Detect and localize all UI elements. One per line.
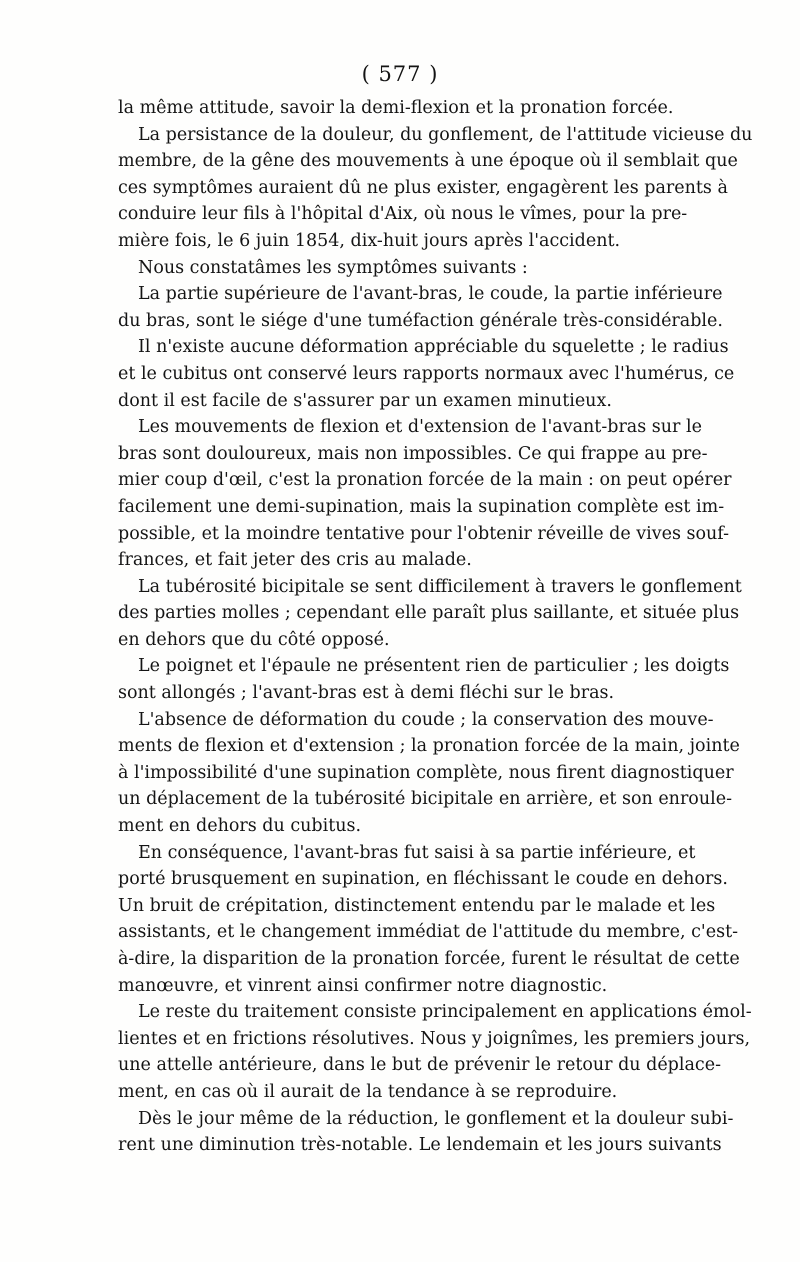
text-line: à l'impossibilité d'une supination complète, nous firent diagnostiquer (118, 762, 734, 783)
text-line: mière fois, le 6 juin 1854, dix-huit jours après l'accident. (118, 230, 621, 251)
text-line: L'absence de déformation du coude ; la conservation des mouve- (138, 709, 714, 730)
text-line: Les mouvements de flexion et d'extension de l'avant-bras sur le (138, 417, 702, 438)
text-line: membre, de la gêne des mouvements à une époque où il semblait que (118, 151, 738, 172)
paragraph (118, 840, 740, 1000)
text-line: conduire leur fils à l'hôpital d'Aix, où nous le vîmes, pour la pre- (118, 204, 688, 225)
text-line: des parties molles ; cependant elle paraît plus saillante, et située plus (118, 603, 740, 624)
paragraph (118, 653, 730, 706)
text-line: Nous constatâmes les symptômes suivants : (138, 257, 528, 278)
text-line: ments de flexion et d'extension ; la pronation forcée de la main, jointe (118, 736, 740, 757)
text-line: ces symptômes auraient dû ne plus exister, engagèrent les parents à (118, 177, 728, 198)
text-line: ment, en cas où il aurait de la tendance à se reproduire. (118, 1081, 618, 1102)
paragraph (118, 281, 723, 334)
text-line: en dehors que du côté opposé. (118, 629, 390, 650)
text-line: ment en dehors du cubitus. (118, 816, 362, 837)
text-line: frances, et fait jeter des cris au malade. (118, 550, 472, 571)
text-line: la même attitude, savoir la demi-flexion et la pronation forcée. (118, 98, 674, 118)
text-line: rent une diminution très-notable. Le lendemain et les jours suivants (118, 1135, 722, 1156)
paragraph (118, 574, 742, 654)
page-number: ( 577 ) (361, 62, 439, 86)
paragraph (118, 414, 732, 574)
text-line: lientes et en frictions résolutives. Nous y joignîmes, les premiers jours, (118, 1028, 751, 1049)
text-line: La persistance de la douleur, du gonflement, de l'attitude vicieuse du (138, 124, 753, 145)
text-line: manœuvre, et vinrent ainsi confirmer notre diagnostic. (118, 975, 608, 996)
text-line: porté brusquement en supination, en fléchissant le coude en dehors. (118, 869, 728, 890)
text-line: Le reste du traitement consiste principalement en applications émol- (138, 1002, 752, 1023)
text-line: facilement une demi-supination, mais la supination complète est im- (118, 496, 725, 517)
paragraph (118, 95, 684, 122)
text-line: possible, et la moindre tentative pour l'obtenir réveille de vives souf- (118, 523, 730, 544)
text-line: Le poignet et l'épaule ne présentent rien de particulier ; les doigts (138, 656, 730, 677)
text-line: du bras, sont le siége d'une tuméfaction générale très-considérable. (118, 310, 723, 331)
text-line: assistants, et le changement immédiat de l'attitude du membre, c'est- (118, 922, 739, 943)
text-line: à-dire, la disparition de la pronation forcée, furent le résultat de cette (118, 949, 740, 969)
paragraph (118, 707, 740, 840)
text-line: dont il est facile de s'assurer par un examen minutieux. (118, 390, 612, 411)
text-line: un déplacement de la tubérosité bicipitale en arrière, et son enroule- (118, 789, 732, 810)
text-line: et le cubitus ont conservé leurs rapports normaux avec l'humérus, ce (118, 363, 735, 384)
paragraph (118, 1106, 734, 1159)
paragraph (118, 255, 684, 282)
text-line: une attelle antérieure, dans le but de prévenir le retour du déplace- (118, 1055, 721, 1076)
text-line: bras sont douloureux, mais non impossibles. Ce qui frappe au pre- (118, 443, 708, 464)
text-line: La tubérosité bicipitale se sent difficilement à travers le gonflement (138, 576, 742, 597)
text-line: Un bruit de crépitation, distinctement entendu par le malade et les (118, 895, 716, 916)
paragraph (118, 999, 752, 1105)
text-line: En conséquence, l'avant-bras fut saisi à sa partie inférieure, et (138, 842, 696, 863)
text-line: Il n'existe aucune déformation appréciable du squelette ; le radius (138, 337, 729, 358)
text-line: Dès le jour même de la réduction, le gonflement et la douleur subi- (138, 1108, 734, 1129)
paragraph (118, 334, 735, 414)
text-line: La partie supérieure de l'avant-bras, le coude, la partie inférieure (138, 284, 723, 305)
body-text (118, 95, 753, 1156)
text-line: mier coup d'œil, c'est la pronation forcée de la main : on peut opérer (118, 470, 732, 491)
text-line: sont allongés ; l'avant-bras est à demi fléchi sur le bras. (118, 683, 615, 704)
paragraph (118, 122, 753, 255)
